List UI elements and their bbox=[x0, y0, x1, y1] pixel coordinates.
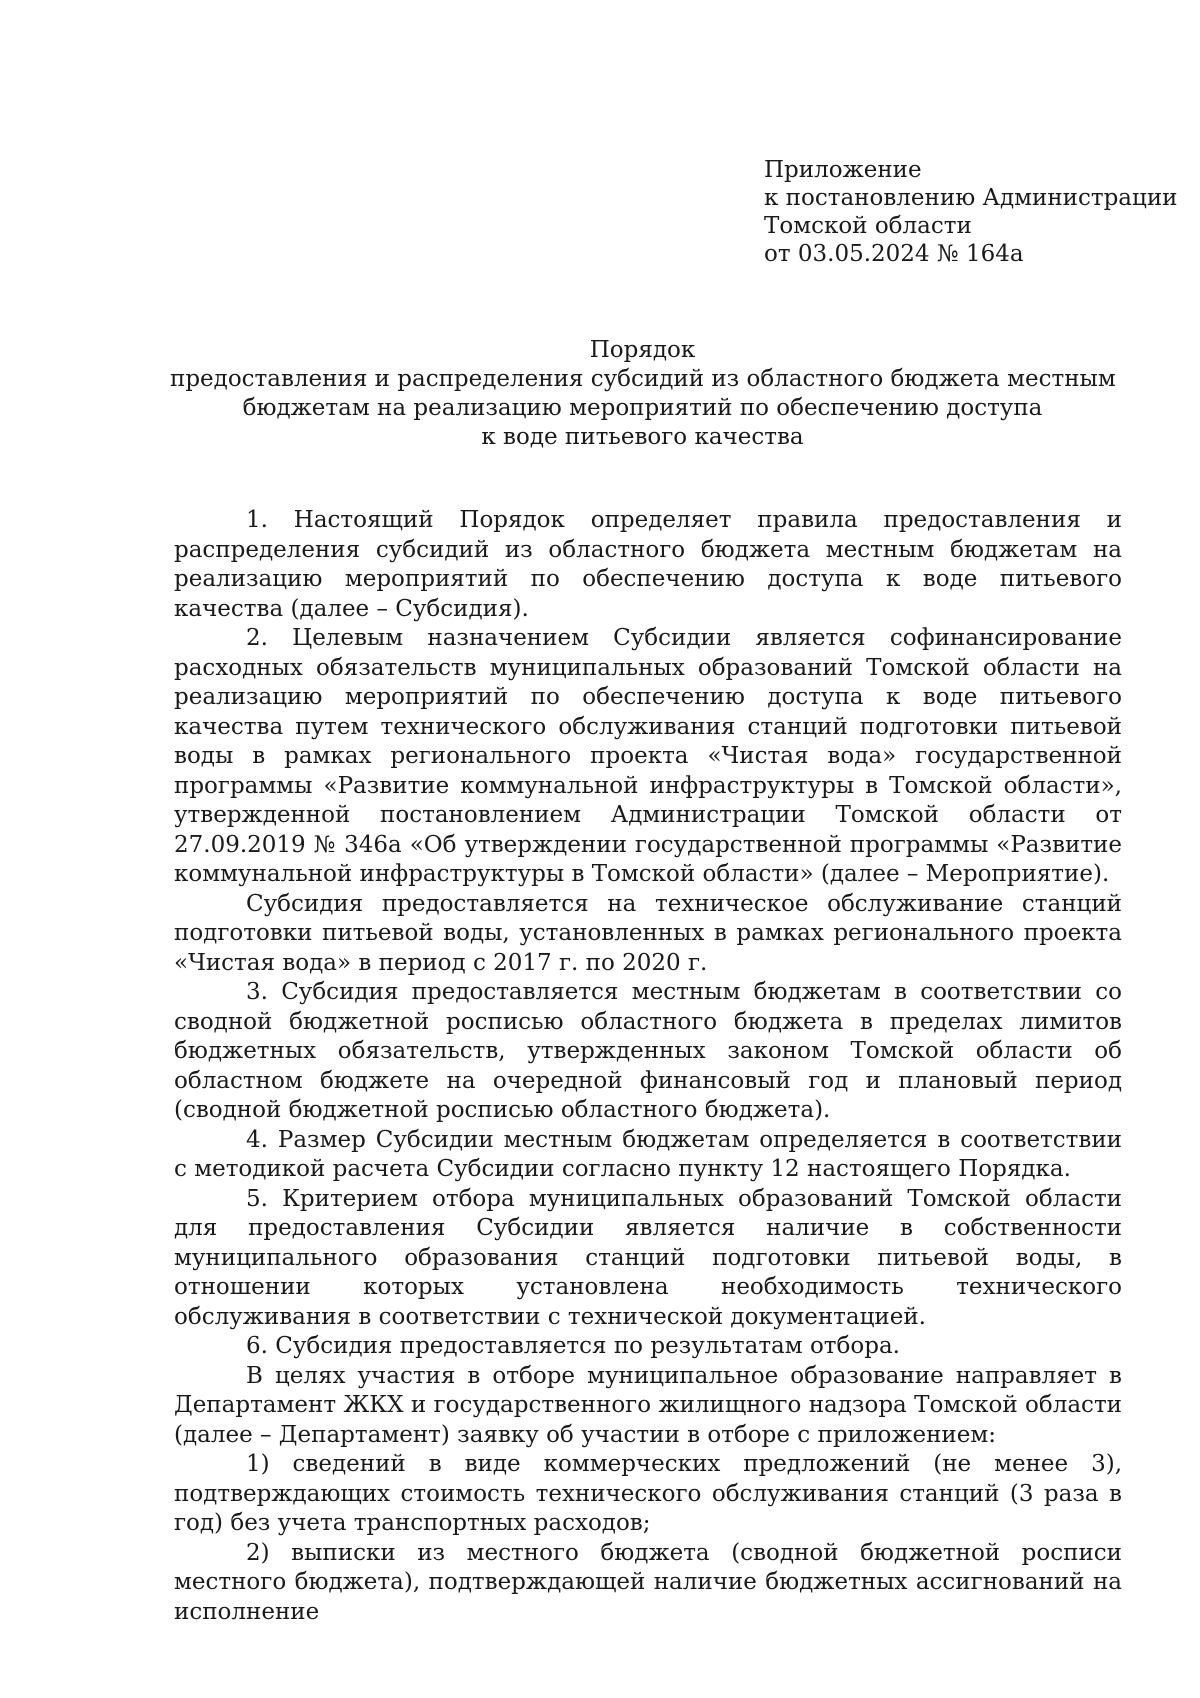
appendix-header bbox=[764, 156, 1177, 268]
paragraph: В целях участия в отборе муниципальное образование направляет в Департамент ЖКХ и государственного жилищного надзора Томской области (далее – Департамент) заявку об участии в отборе с приложением: bbox=[174, 1362, 1122, 1448]
paragraph: 4. Размер Субсидии местным бюджетам определяется в соответствии с методикой расчета Субсидии согласно пункту 12 настоящего Порядка. bbox=[174, 1126, 1122, 1182]
paragraph: 6. Субсидия предоставляется по результатам отбора. bbox=[246, 1333, 900, 1359]
paragraph: 1. Настоящий Порядок определяет правила предоставления и распределения субсидий из областного бюджета местным бюджетам на реализацию мероприятий по обеспечению доступа к воде питьевого качества (далее – Субсидия). bbox=[174, 507, 1122, 622]
appendix-line: Приложение bbox=[764, 157, 922, 183]
paragraph: Субсидия предоставляется на техническое обслуживание станций подготовки питьевой воды, установленных в рамках регионального проекта «Чистая вода» в период с 2017 г. по 2020 г. bbox=[174, 890, 1122, 976]
paragraph: 5. Критерием отбора муниципальных образований Томской области для предоставления Субсидии является наличие в собственности муниципального образования станций подготовки питьевой воды, в отношении которых установлена необходимость технического обслуживания в соответствии с технической документацией. bbox=[174, 1185, 1122, 1330]
paragraph: 3. Субсидия предоставляется местным бюджетам в соответствии со сводной бюджетной росписью областного бюджета в пределах лимитов бюджетных обязательств, утвержденных законом Томской области об областном бюджете на очередной финансовый год и плановый период (сводной бюджетной росписью областного бюджета). bbox=[174, 979, 1122, 1123]
title-line: предоставления и распределения субсидий из областного бюджета местным bbox=[170, 366, 1116, 392]
title-line: к воде питьевого качества bbox=[481, 424, 804, 450]
appendix-line: от 03.05.2024 № 164а bbox=[764, 241, 1024, 267]
title-line: Порядок bbox=[589, 337, 696, 363]
appendix-line: к постановлению Администрации bbox=[764, 185, 1178, 211]
document-body bbox=[174, 506, 1122, 1627]
title-line: бюджетам на реализацию мероприятий по обеспечению доступа bbox=[242, 395, 1043, 421]
paragraph: 1) сведений в виде коммерческих предложений (не менее 3), подтверждающих стоимость технического обслуживания станций (3 раза в год) без учета транспортных расходов; bbox=[174, 1451, 1122, 1536]
document-title bbox=[170, 336, 1115, 452]
appendix-line: Томской области bbox=[764, 213, 972, 239]
paragraph: 2) выписки из местного бюджета (сводной бюджетной росписи местного бюджета), подтверждающей наличие бюджетных ассигнований на исполнение bbox=[174, 1539, 1122, 1625]
paragraph: 2. Целевым назначением Субсидии является софинансирование расходных обязательств муниципальных образований Томской области на реализацию мероприятий по обеспечению доступа к воде питьевого качества путем технического обслуживания станций подготовки питьевой воды в рамках регионального проекта «Чистая вода» государственной программы «Развитие коммунальной инфраструктуры в Томской области», утвержденной постановлением Администрации Томской области от 27.09.2019 № 346а «Об утверждении государственной программы «Развитие коммунальной инфраструктуры в Томской области» (далее – Мероприятие). bbox=[174, 625, 1122, 887]
